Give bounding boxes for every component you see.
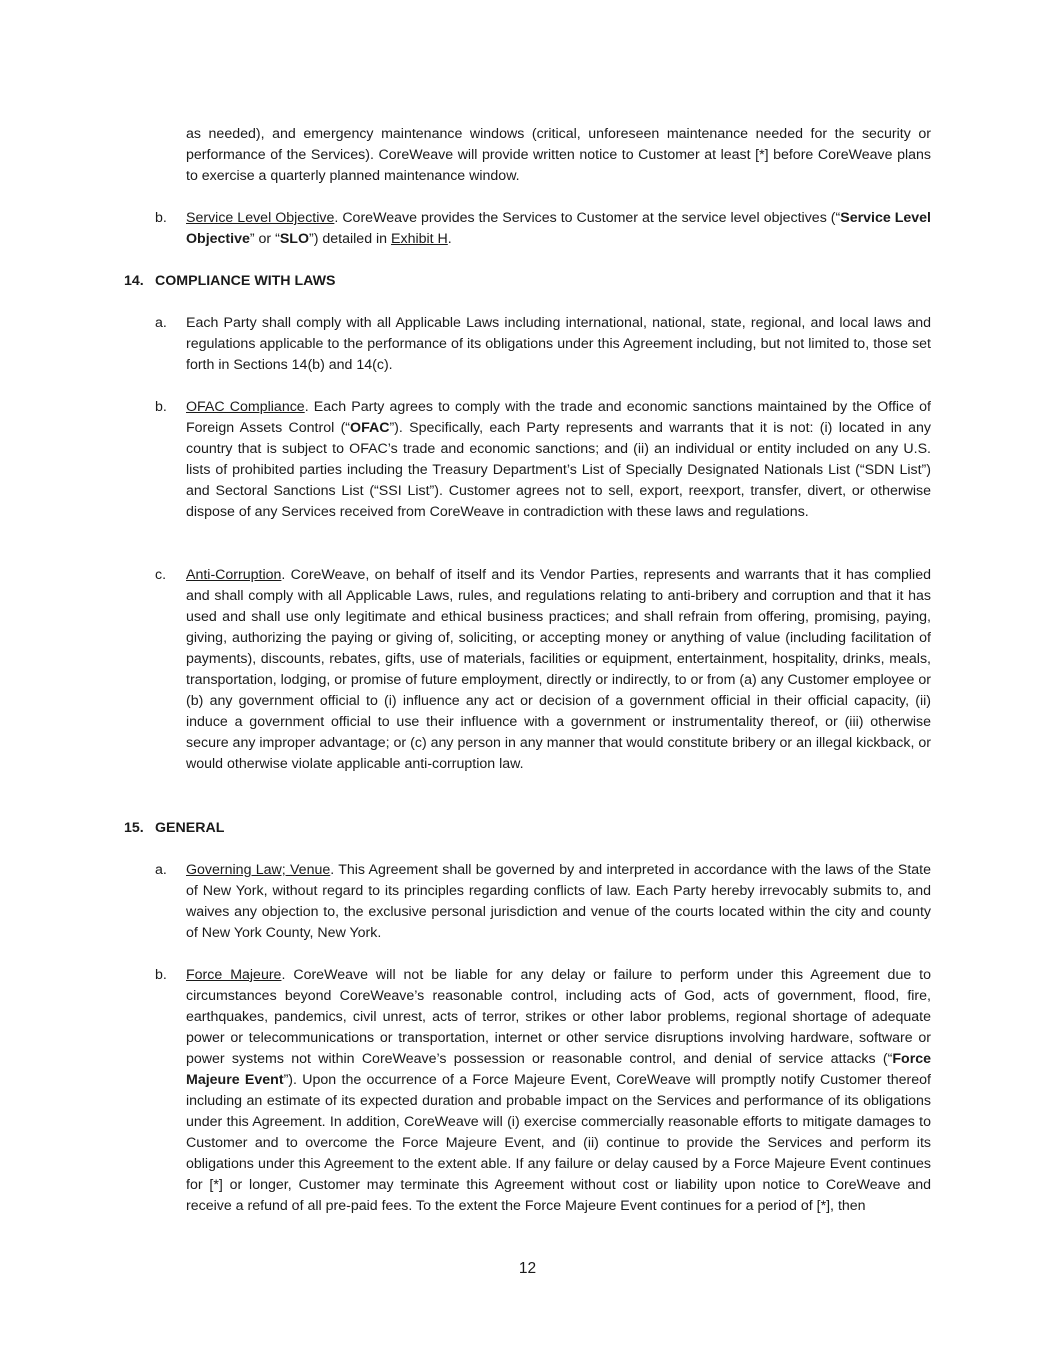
section-15-heading: 15. GENERAL <box>124 820 225 836</box>
slo-paragraph: Service Level Objective. CoreWeave provides the Services to Customer at the service level objectives (“Service Level Objective” or “SLO”) detailed in Exhibit H. <box>186 210 931 247</box>
section-14a-marker: a. <box>155 315 167 331</box>
slo-title: Service Level Objective <box>186 210 335 226</box>
section-14c-marker: c. <box>155 567 167 583</box>
force-majeure-title: Force Majeure <box>186 967 282 983</box>
slo-marker: b. <box>155 210 167 226</box>
section-15a-paragraph: Governing Law; Venue. This Agreement shall be governed by and interpreted in accordance with the laws of the State of New York, without regard to its principles regarding conflicts of law. Each Party hereby irrevocably submits to, and waives any objection to, the exclusive personal jurisdiction and venue of the courts located within the city and county of New York County, New York. <box>186 862 931 941</box>
section-14b-paragraph: OFAC Compliance. Each Party agrees to comply with the trade and economic sanctions maintained by the Office of Foreign Assets Control (“OFAC”). Specifically, each Party represents and warrants that it is not: (i) located in any country that is subject to OFAC’s trade and economic sanctions; and (ii) an individual or entity included on any U.S. lists of prohibited parties including the Treasury Department’s List of Specially Designated Nationals List (“SDN List”) and Sectoral Sanctions List (“SSI List”). Customer agrees not to sell, export, reexport, transfer, divert, or otherwise dispose of any Services received from CoreWeave in contradiction with these laws and regulations. <box>186 399 931 520</box>
ofac-term: OFAC <box>350 420 390 436</box>
section-14c-paragraph: Anti-Corruption. CoreWeave, on behalf of itself and its Vendor Parties, represents and warrants that it has complied and shall comply with all Applicable Laws, rules, and regulations relating to anti-bribery and corruption and that it has used and shall use only legitimate and ethical business practices; and shall refrain from offering, promising, paying, giving, authorizing the paying or giving of, soliciting, or accepting money or anything of value (including facilitation of payments), discounts, rebates, gifts, use of materials, facilities or equipment, entertainment, hospitality, drinks, meals, transportation, lodging, or promise of future employment, directly or indirectly, to or from (a) any Customer employee or (b) any government official to (i) influence any act or decision of a government official in their official capacity, (ii) induce a government official to use their influence with a government or instrumentality thereof, or (iii) otherwise secure any improper advantage; or (c) any person in any manner that would constitute bribery or an illegal kickback, or would otherwise violate applicable anti-corruption law. <box>186 567 931 772</box>
section-14a-paragraph: Each Party shall comply with all Applicable Laws including international, national, state, regional, and local laws and regulations applicable to the performance of its obligations under this Agreement including, but not limited to, those set forth in Sections 14(b) and 14(c). <box>186 315 931 373</box>
ofac-title: OFAC Compliance <box>186 399 305 415</box>
section-15a-marker: a. <box>155 862 167 878</box>
section-15b-marker: b. <box>155 967 167 983</box>
exhibit-h-link[interactable]: Exhibit H <box>391 231 448 247</box>
slo-term-2: SLO <box>279 231 309 247</box>
anti-corruption-title: Anti-Corruption <box>186 567 282 583</box>
section-14b-marker: b. <box>155 399 167 415</box>
continuation-paragraph: as needed), and emergency maintenance windows (critical, unforeseen maintenance needed for the security or performance of the Services). CoreWeave will provide written notice to Customer at least [*] before CoreWeave plans to exercise a quarterly planned maintenance window. <box>186 126 931 184</box>
governing-law-title: Governing Law; Venue <box>186 862 331 878</box>
section-14-title: COMPLIANCE WITH LAWS <box>155 273 336 289</box>
section-15-title: GENERAL <box>155 820 225 836</box>
page-number: 12 <box>518 1260 537 1277</box>
section-14-heading: 14. COMPLIANCE WITH LAWS <box>124 273 336 289</box>
force-majeure-term: Force Majeure Event <box>186 1051 931 1088</box>
section-15b-paragraph: Force Majeure. CoreWeave will not be liable for any delay or failure to perform under this Agreement due to circumstances beyond CoreWeave’s reasonable control, including acts of God, acts of government, flood, fire, earthquakes, pandemics, civil unrest, acts of terror, strikes or other labor problems, regional shortage of adequate power or telecommunications or transportation, internet or other service disruptions involving hardware, software or power systems not within CoreWeave’s possession or reasonable control, and denial of service attacks (“Force Majeure Event”). Upon the occurrence of a Force Majeure Event, CoreWeave will promptly notify Customer thereof including an estimate of its expected duration and probable impact on the Services and performance of its obligations under this Agreement. In addition, CoreWeave will (i) exercise commercially reasonable efforts to mitigate damages to Customer and to overcome the Force Majeure Event, and (ii) continue to provide the Services and perform its obligations under this Agreement to the extent able. If any failure or delay caused by a Force Majeure Event continues for [*] or longer, Customer may terminate this Agreement without cost or liability upon notice to CoreWeave and receive a refund of all pre-paid fees. To the extent the Force Majeure Event continues for a period of [*], then <box>186 967 931 1214</box>
slo-term-1: Service Level Objective <box>186 210 931 247</box>
